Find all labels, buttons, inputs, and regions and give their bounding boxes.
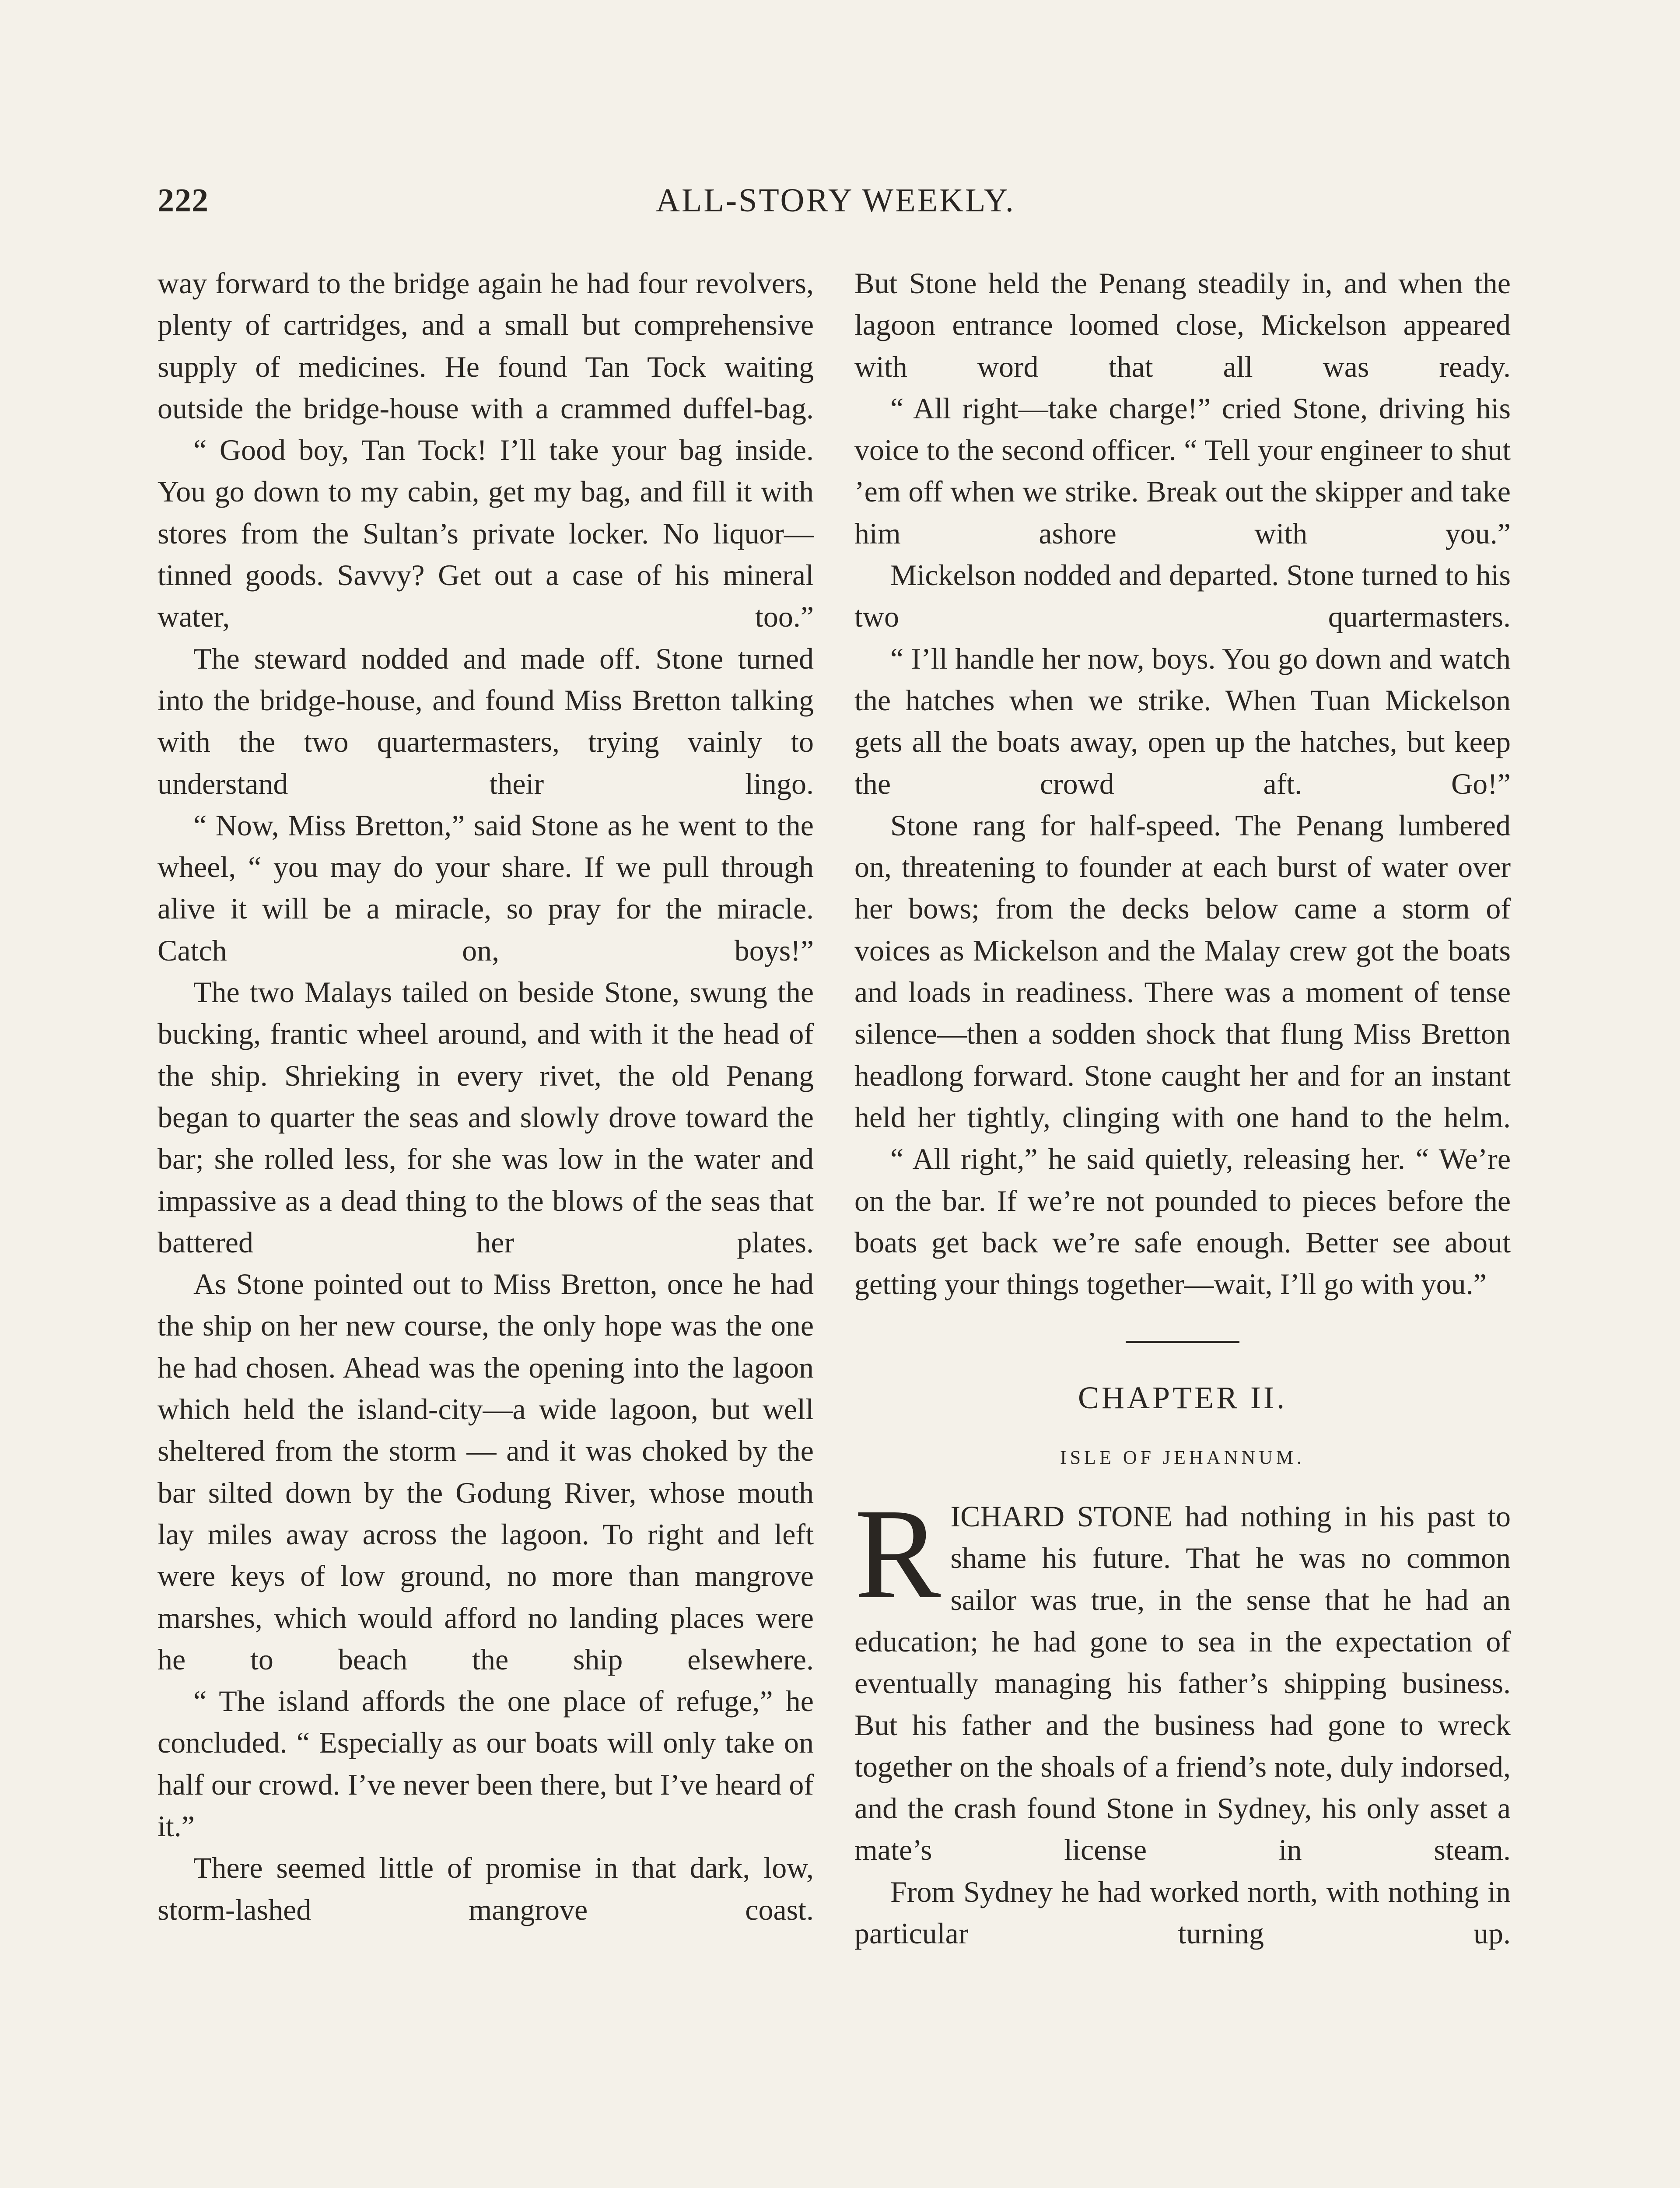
chapter-subtitle: ISLE OF JEHANNUM. [1060,1446,1306,1468]
paragraph: From Sydney he had worked north, with nothing in particular turning up. [854,1875,1511,1950]
paragraph: way forward to the bridge again he had four revolvers, plenty of cartridges, and a small but comprehensive supply of medicines. He found Tan Tock waiting outside the bridge-house with a crammed duffel-bag. [158,266,814,425]
paragraph: The two Malays tailed on beside Stone, swung the bucking, frantic wheel around, and with it the head of the ship. Shrieking in every rivet, the old Penang began to quarter the seas and slowly drove toward the bar; she rolled less, for she was low in the water and impassive as a dead thing to the blows of the seas that battered her plates. [158,975,814,1259]
paragraph: Mickelson nodded and departed. Stone turned to his two quartermasters. [854,558,1511,634]
paragraph: “ Good boy, Tan Tock! I’ll take your bag inside. You go down to my cabin, get my bag, and fill it with stores from the Sultan’s private locker. No liquor—tinned goods. Savvy? Get out a case of his mineral water, too.” [158,433,814,634]
paragraph: “ All right,” he said quietly, releasing her. “ We’re on the bar. If we’re not pounded to pieces before the boats get back we’re safe enough. Better see about getting your things together—wait, I’ll go with you.” [854,1142,1511,1301]
paragraph: “ I’ll handle her now, boys. You go down and watch the hatches when we strike. When Tuan Mickelson gets all the boats away, open up the hatches, but keep the crowd aft. Go!” [854,642,1511,800]
chapter-opening-text: ICHARD STONE had nothing in his past to shame his future. That he was no common sailor was true, in the sense that he had an education; he had gone to sea in the expectation of eventually managing his father’s shipping business. But his father and the business had gone to wreck together on the shoals of a friend’s note, duly indorsed, and the crash found Stone in Sydney, his only asset a mate’s license in steam. [854,1500,1511,1867]
paragraph: Stone rang for half-speed. The Penang lumbered on, threatening to founder at each burst of water over her bows; from the decks below came a storm of voices as Mickelson and the Malay crew got the boats and loads in readiness. There was a moment of tense silence—then a sodden shock that flung Miss Bretton headlong forward. Stone caught her and for an instant held her tightly, clinging with one hand to the helm. [854,808,1511,1134]
paragraph: “ The island affords the one place of refuge,” he concluded. “ Especially as our boats will only take on half our crowd. I’ve never been there, but I’ve heard of it.” [158,1684,814,1843]
page-header [158,182,1514,247]
section-divider [1126,1341,1239,1343]
paragraph: As Stone pointed out to Miss Bretton, once he had the ship on her new course, the only hope was the one he had chosen. Ahead was the opening into the lagoon which held the island-city—a wide lagoon, but well sheltered from the storm — and it was choked by the bar silted down by the Godung River, whose mouth lay miles away across the lagoon. To right and left were keys of low ground, no more than mangrove marshes, which would afford no landing places were he to beach the ship elsewhere. [158,1267,814,1676]
paragraph: “ Now, Miss Bretton,” said Stone as he went to the wheel, “ you may do your share. If we pull through alive it will be a miracle, so pray for the miracle. Catch on, boys!” [158,808,814,967]
paragraph: But Stone held the Penang steadily in, and when the lagoon entrance loomed close, Mickelson appeared with word that all was ready. [854,266,1511,383]
paragraph: “ All right—take charge!” cried Stone, driving his voice to the second officer. “ Tell your engineer to shut ’em off when we strike. Break out the skipper and take him ashore with you.” [854,391,1511,550]
paragraph: The steward nodded and made off. Stone turned into the bridge-house, and found Miss Bretton talking with the two quartermasters, trying vainly to understand their lingo. [158,642,814,800]
right-column [854,263,1511,1954]
chapter-opening-paragraph [854,1482,1511,1871]
drop-cap: R [854,1482,941,1626]
left-column [158,263,814,1931]
magazine-title: ALL-STORY WEEKLY. [656,182,1015,219]
page-number: 222 [158,182,209,219]
paragraph: There seemed little of promise in that dark, low, storm-lashed mangrove coast. [158,1851,814,1926]
chapter-title: CHAPTER II. [1078,1380,1287,1416]
